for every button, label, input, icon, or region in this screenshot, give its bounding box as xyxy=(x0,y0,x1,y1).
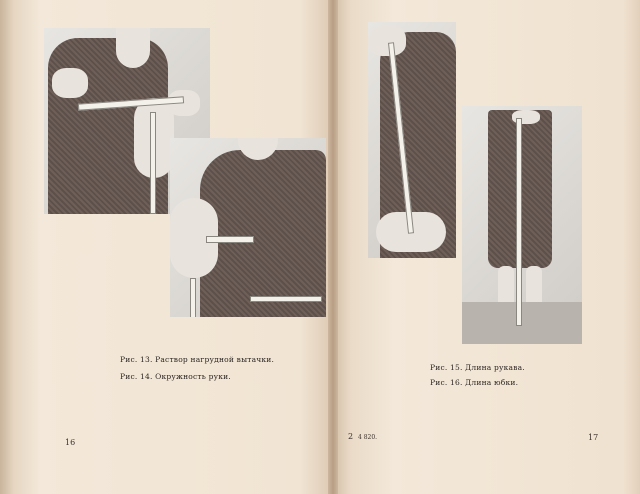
figure-13-caption: Рис. 13. Раствор нагрудной вытачки. xyxy=(120,355,275,364)
book-gutter xyxy=(328,0,338,494)
left-page-number: 16 xyxy=(65,438,76,447)
figure-16-photo xyxy=(462,106,582,344)
figure-16-caption: Рис. 16. Длина юбки. xyxy=(430,378,519,387)
right-page-number: 17 xyxy=(588,433,599,442)
figure-15-photo xyxy=(368,22,456,258)
figure-14-caption: Рис. 14. Окружность руки. xyxy=(120,372,231,381)
figure-15-caption: Рис. 15. Длина рукава. xyxy=(430,363,525,372)
figure-14-photo xyxy=(170,138,326,317)
signature-note: 4 820. xyxy=(358,434,378,441)
signature-mark: 2 xyxy=(348,432,354,441)
